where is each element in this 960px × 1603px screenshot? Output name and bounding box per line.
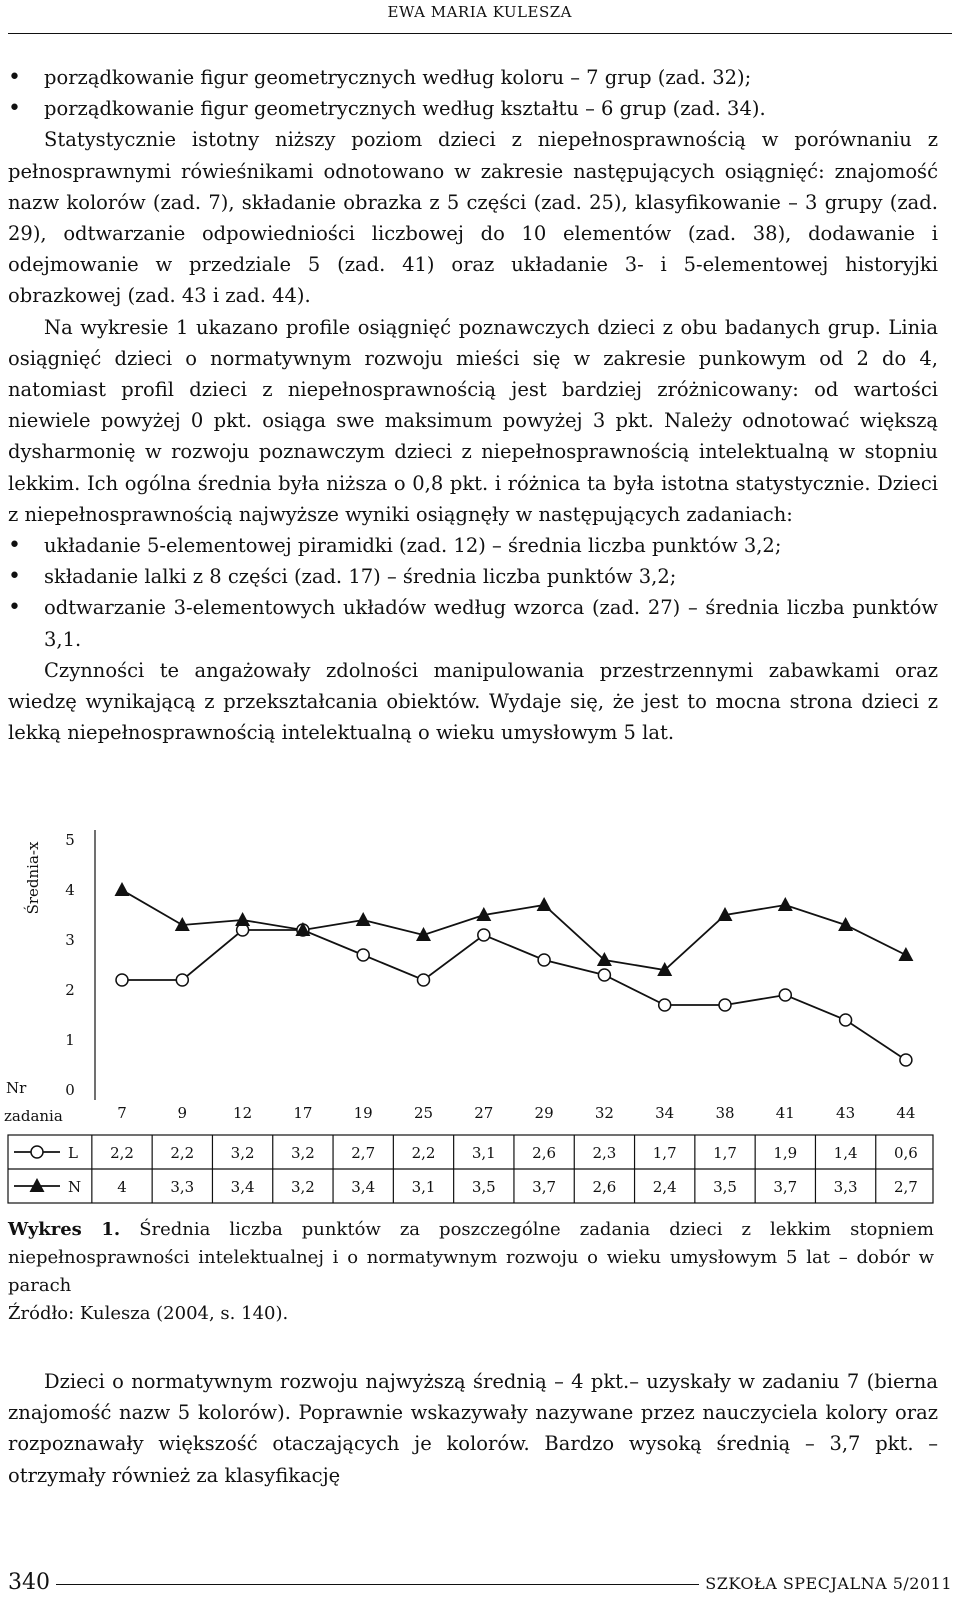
line-chart	[0, 810, 960, 1210]
caption-source: Źródło: Kulesza (2004, s. 140).	[8, 1303, 289, 1324]
y-tick-label: 1	[65, 1031, 75, 1049]
data-table-cell: 1,9	[773, 1144, 798, 1162]
caption-text: Średnia liczba punktów za poszczególne zadania dzieci z lekkim stopniem niepełnosprawności intelektualnej i o normatywnym rozwoju o wieku umysłowym 5 lat – dobór w parach	[8, 1219, 934, 1296]
journal-name: SZKOŁA SPECJALNA 5/2011	[699, 1574, 952, 1593]
x-category-label: 32	[594, 1104, 614, 1122]
data-point-L	[418, 974, 430, 986]
data-point-L	[598, 969, 610, 981]
body-text	[8, 62, 938, 748]
x-axis-title-line-1: Nr	[6, 1079, 27, 1097]
page-footer	[0, 1566, 960, 1603]
data-point-L	[357, 949, 369, 961]
continuation-text	[8, 1366, 938, 1491]
data-point-N	[356, 912, 371, 926]
data-point-L	[840, 1014, 852, 1026]
y-tick-label: 5	[65, 831, 75, 849]
data-table-cell: 3,3	[833, 1178, 858, 1196]
x-category-label: 19	[353, 1104, 373, 1122]
y-tick-label: 0	[65, 1081, 75, 1099]
x-category-label: 9	[177, 1104, 188, 1122]
data-table-cell: 2,2	[110, 1144, 134, 1162]
data-point-N	[778, 897, 793, 911]
x-category-label: 7	[117, 1104, 127, 1122]
data-point-N	[235, 912, 250, 926]
data-table-cell: 3,7	[532, 1178, 557, 1196]
header-rule	[8, 33, 952, 34]
data-table-cell: 1,7	[713, 1144, 737, 1162]
author-name: EWA MARIA KULESZA	[387, 3, 572, 21]
bullet-list-1	[8, 62, 938, 124]
data-table-cell: 2,2	[170, 1144, 195, 1162]
data-point-L	[719, 999, 731, 1011]
data-point-N	[898, 947, 913, 961]
x-axis-title-line-2: zadania	[4, 1107, 63, 1125]
data-table-cell: 1,7	[652, 1144, 677, 1162]
legend-label-L: L	[68, 1144, 78, 1162]
list-item: • składanie lalki z 8 części (zad. 17) – średnia liczba punktów 3,2;	[8, 561, 938, 592]
y-tick-label: 4	[65, 881, 75, 899]
data-table-cell: 3,3	[170, 1178, 195, 1196]
page-number: 340	[8, 1570, 56, 1595]
data-point-L	[779, 989, 791, 1001]
list-item: • układanie 5-elementowej piramidki (zad. 12) – średnia liczba punktów 3,2;	[8, 530, 938, 561]
paragraph: Na wykresie 1 ukazano profile osiągnięć poznawczych dzieci z obu badanych grup. Linia osiągnięć dzieci o normatywnym rozwoju mieści się w zakresie punkowym od 2 do 4, natomiast profil dzieci z niepełnosprawnością jest bardziej zróżnicowany: od wartości niewiele powyżej 0 pkt. osiąga swe maksimum powyżej 3 pkt. Należy odnotować większą dysharmonię w rozwoju poznawczym dzieci z niepełnosprawnością intelektualną w stopniu lekkim. Ich ogólna średnia była niższa o 0,8 pkt. i różnica ta była istotna statystycznie. Dzieci z niepełnosprawnością najwyższe wyniki osiągnęły w następujących zadaniach:	[8, 315, 938, 526]
x-category-label: 41	[775, 1104, 795, 1122]
paragraph: Statystycznie istotny niższy poziom dzieci z niepełnosprawnością w porównaniu z pełnosprawnymi rówieśnikami odnotowano w zakresie następujących osiągnięć: znajomość nazw kolorów (zad. 7), składanie obrazka z 5 części (zad. 25), klasyfikowanie – 3 grupy (zad. 29), odtwarzanie odpowiedniości liczbowej do 10 elementów (zad. 38), dodawanie i odejmowanie w przedziale 5 (zad. 41) oraz układanie 3- i 5-elementowej historyjki obrazkowej (zad. 43 i zad. 44).	[8, 128, 938, 308]
running-head	[0, 0, 960, 30]
legend-marker-L	[31, 1146, 43, 1158]
data-table-cell: 3,2	[290, 1144, 315, 1162]
data-table-cell: 2,7	[893, 1178, 918, 1196]
x-category-label: 34	[655, 1104, 675, 1122]
legend-marker-N	[30, 1178, 45, 1192]
data-table-cell: 2,4	[652, 1178, 677, 1196]
data-table-cell: 3,1	[411, 1178, 436, 1196]
list-item: • odtwarzanie 3-elementowych układów według wzorca (zad. 27) – średnia liczba punktów 3,1.	[8, 592, 938, 654]
data-table-cell: 3,2	[290, 1178, 315, 1196]
y-axis-title: Średnia-x	[24, 841, 42, 915]
chart-svg	[0, 810, 960, 1210]
x-category-label: 38	[715, 1104, 735, 1122]
x-category-label: 44	[896, 1104, 916, 1122]
x-category-label: 43	[836, 1104, 856, 1122]
legend-label-N: N	[68, 1178, 82, 1196]
data-point-L	[116, 974, 128, 986]
data-point-L	[176, 974, 188, 986]
data-table-cell: 3,7	[773, 1178, 798, 1196]
data-table-cell: 3,5	[713, 1178, 737, 1196]
data-table-cell: 0,6	[893, 1144, 918, 1162]
data-table-cell: 3,1	[471, 1144, 496, 1162]
data-table-cell: 2,6	[532, 1144, 557, 1162]
data-table-cell: 4	[117, 1178, 127, 1196]
data-point-L	[900, 1054, 912, 1066]
data-point-N	[115, 882, 130, 896]
paragraph: Dzieci o normatywnym rozwoju najwyższą średnią – 4 pkt.– uzyskały w zadaniu 7 (bierna znajomość nazw 5 kolorów). Poprawnie wskazywały nazywane przez nauczyciela kolory oraz rozpoznawały większość otaczających je kolorów. Bardzo wysoką średnią – 3,7 pkt. – otrzymały również za klasyfikację	[8, 1370, 938, 1487]
y-tick-label: 3	[65, 931, 75, 949]
data-table-cell: 3,5	[471, 1178, 496, 1196]
figure-caption	[8, 1216, 934, 1328]
data-table-cell: 2,6	[592, 1178, 617, 1196]
data-table-cell: 2,7	[351, 1144, 376, 1162]
bullet-list-2	[8, 530, 938, 655]
data-table-cell: 2,2	[411, 1144, 436, 1162]
paragraph: Czynności te angażowały zdolności manipulowania przestrzennymi zabawkami oraz wiedzę wynikającą z przekształcania obiektów. Wydaje się, że jest to mocna strona dzieci z lekką niepełnosprawnością intelektualną o wieku umysłowym 5 lat.	[8, 658, 938, 745]
list-item: • porządkowanie figur geometrycznych według koloru – 7 grup (zad. 32);	[8, 62, 938, 93]
data-table-cell: 1,4	[833, 1144, 858, 1162]
x-category-label: 29	[534, 1104, 554, 1122]
data-table-cell: 2,3	[592, 1144, 617, 1162]
list-item: • porządkowanie figur geometrycznych według kształtu – 6 grup (zad. 34).	[8, 93, 938, 124]
x-category-label: 17	[293, 1104, 313, 1122]
x-category-label: 12	[233, 1104, 253, 1122]
data-point-L	[659, 999, 671, 1011]
y-tick-label: 2	[65, 981, 75, 999]
data-point-L	[478, 929, 490, 941]
data-point-N	[537, 897, 552, 911]
x-category-label: 25	[413, 1104, 434, 1122]
data-table-cell: 3,4	[230, 1178, 255, 1196]
x-category-label: 27	[474, 1104, 494, 1122]
data-table-cell: 3,2	[230, 1144, 255, 1162]
data-table-cell: 3,4	[351, 1178, 376, 1196]
caption-label: Wykres 1.	[8, 1219, 121, 1240]
data-point-L	[538, 954, 550, 966]
